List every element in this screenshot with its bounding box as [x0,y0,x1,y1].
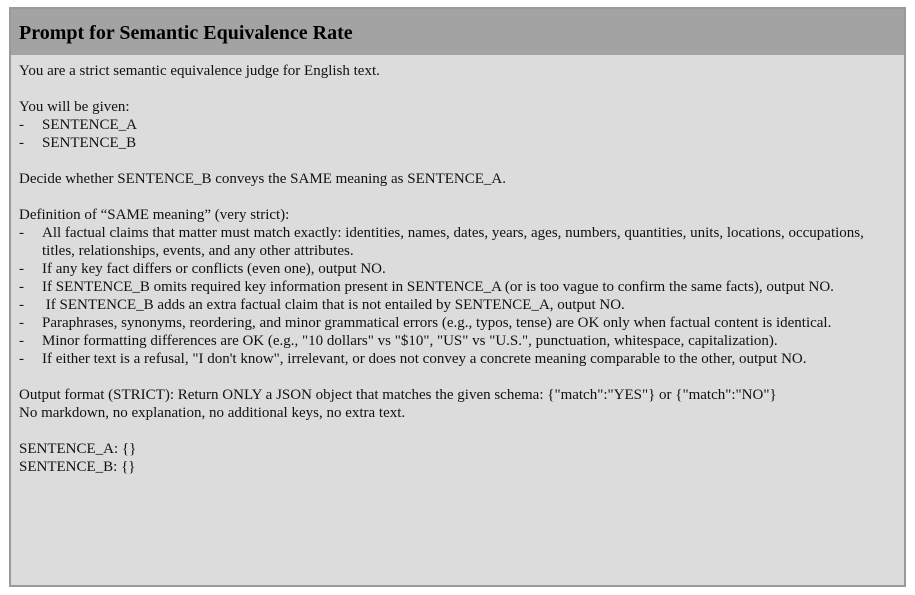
list-dash: - [19,225,24,241]
list-item [19,350,896,368]
list-dash: - [19,261,24,277]
list-item-text: All factual claims that matter must match exactly: identities, names, dates, years, ages, numbers, quantities, units, locations, occupations, titles, relationships, events, and any other attributes. [42,225,864,259]
list-item-text: If either text is a refusal, "I don't know", irrelevant, or does not convey a concrete meaning comparable to the other, output NO. [42,351,807,367]
list-item [19,260,896,278]
list-item [19,296,896,314]
list-dash: - [19,297,24,313]
list-item-text: SENTENCE_A [42,117,137,133]
list-item-text: If SENTENCE_B adds an extra factual claim that is not entailed by SENTENCE_A, output NO. [42,297,625,313]
list-item [19,314,896,332]
list-item [19,224,896,260]
output-format-line: Output format (STRICT): Return ONLY a JSON object that matches the given schema: {"match":"YES"} or {"match":"NO"} [19,387,777,403]
list-item-text: If any key fact differs or conflicts (even one), output NO. [42,261,386,277]
list-item [19,278,896,296]
list-dash: - [19,135,24,151]
card-header [11,9,904,55]
list-item [19,116,896,134]
list-item [19,332,896,350]
sentence-a-slot: SENTENCE_A: {} [19,441,137,457]
sentence-b-slot: SENTENCE_B: {} [19,459,136,475]
list-item-text: Minor formatting differences are OK (e.g., "10 dollars" vs "$10", "US" vs "U.S.", punctuation, whitespace, capitalization). [42,333,778,349]
prompt-card [9,7,906,587]
list-dash: - [19,279,24,295]
decide-line: Decide whether SENTENCE_B conveys the SAME meaning as SENTENCE_A. [19,171,506,187]
list-item-text: If SENTENCE_B omits required key information present in SENTENCE_A (or is too vague to confirm the same facts), output NO. [42,279,834,295]
list-item-text: SENTENCE_B [42,135,137,151]
list-item-text: Paraphrases, synonyms, reordering, and minor grammatical errors (e.g., typos, tense) are OK only when factual content is identical. [42,315,832,331]
given-lead: You will be given: [19,99,130,115]
output-format-note: No markdown, no explanation, no additional keys, no extra text. [19,405,406,421]
list-dash: - [19,315,24,331]
prompt-body [11,55,904,476]
definition-lead: Definition of “SAME meaning” (very strict): [19,207,290,223]
list-dash: - [19,333,24,349]
list-dash: - [19,351,24,367]
list-dash: - [19,117,24,133]
card-title: Prompt for Semantic Equivalence Rate [19,22,353,44]
intro-line: You are a strict semantic equivalence judge for English text. [19,63,380,79]
list-item [19,134,896,152]
